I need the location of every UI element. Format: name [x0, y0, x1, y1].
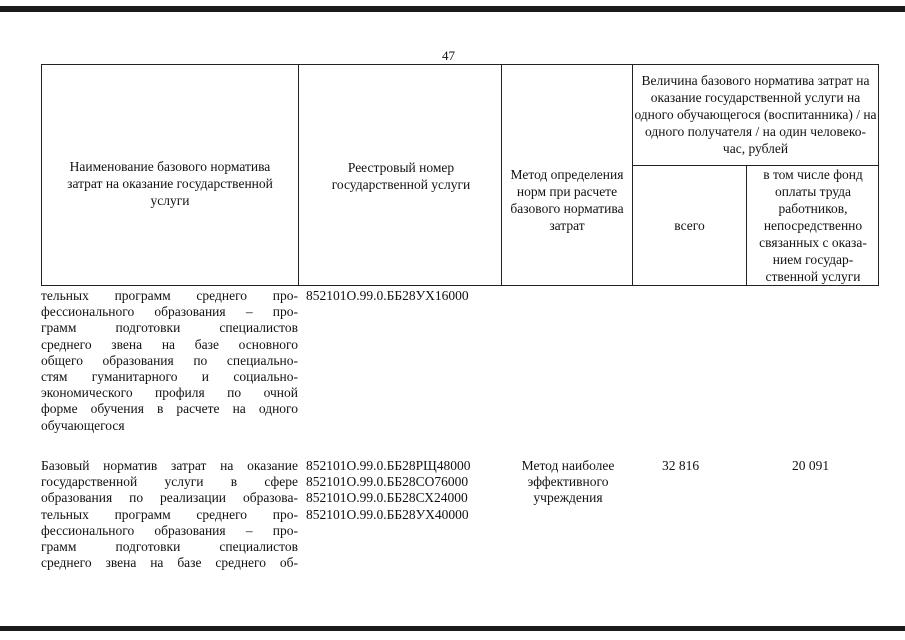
header-cell-total: всего: [674, 218, 705, 233]
col-divider-1: [298, 64, 299, 286]
row2-registry-codes: [306, 458, 471, 523]
row2-name-line: образования по реализации образова-: [41, 490, 298, 506]
header-bottom-border: [41, 285, 879, 286]
row2-labor-fund-value: 20 091: [792, 458, 830, 473]
header-cell-labor-fund: в том числе фонд оплаты труда работников, непосредственно связанных с оказа-нием государ-ственной услуги: [759, 167, 867, 284]
row1-name-line: тельных программ среднего про-: [41, 288, 298, 303]
row1-name-line: общего образования по специально-: [41, 352, 298, 368]
registry-code: 852101О.99.0.ББ28СО76000: [306, 474, 469, 490]
row1-name-line: экономического профиля по очной: [41, 385, 298, 401]
row2-name-line: государственной услуги в сфере: [41, 474, 298, 490]
table-left-border: [41, 64, 42, 286]
header-cell-value-group: Величина базового норматива затрат на оказание государственной услуги на одного обучающегося (воспитанника) / на одного получателя / на один человеко-час, рублей: [634, 73, 877, 156]
table-right-border: [878, 64, 879, 286]
header-cell-name: Наименование базового норматива затрат на оказание государственной услуги: [67, 159, 273, 208]
registry-code: 852101О.99.0.ББ28СХ24000: [306, 490, 468, 506]
col-divider-3: [632, 64, 633, 286]
row2-method: Метод наиболее эффективного учреждения: [521, 458, 615, 506]
registry-code: 852101О.99.0.ББ28УХ16000: [306, 288, 469, 303]
row1-name-line: стям гуманитарного и социально-: [41, 369, 298, 385]
row1-name-line: обучающегося: [41, 417, 125, 433]
col-divider-4: [746, 165, 747, 286]
row2-total-value: 32 816: [662, 458, 700, 473]
row1-service-name: [41, 288, 298, 434]
row2-name-line: фессионального образования – про-: [41, 522, 298, 538]
scan-bottom-border: [0, 626, 905, 631]
row1-name-line: форме обучения в расчете на одного: [41, 401, 298, 417]
row2-name-line: Базовый норматив затрат на оказание: [41, 458, 298, 473]
registry-code: 852101О.99.0.ББ28РЩ48000: [306, 458, 471, 473]
scan-top-border: [0, 6, 905, 12]
header-cell-registry: Реестровый номер государственной услуги: [331, 159, 471, 192]
page-number: 47: [442, 48, 455, 63]
header-cell-method: Метод определения норм при расчете базового норматива затрат: [510, 166, 624, 233]
row1-name-line: среднего звена на базе основного: [41, 336, 298, 352]
row1-registry-codes: [306, 288, 469, 304]
row2-name-line: грамм подготовки специалистов: [41, 539, 298, 555]
col-divider-2: [501, 64, 502, 286]
row2-service-name: [41, 458, 298, 571]
row1-name-line: фессионального образования – про-: [41, 304, 298, 320]
registry-code: 852101О.99.0.ББ28УХ40000: [306, 506, 469, 522]
row2-name-line: тельных программ среднего про-: [41, 506, 298, 522]
row2-name-line: среднего звена на базе среднего об-: [41, 555, 298, 571]
row1-name-line: грамм подготовки специалистов: [41, 320, 298, 336]
